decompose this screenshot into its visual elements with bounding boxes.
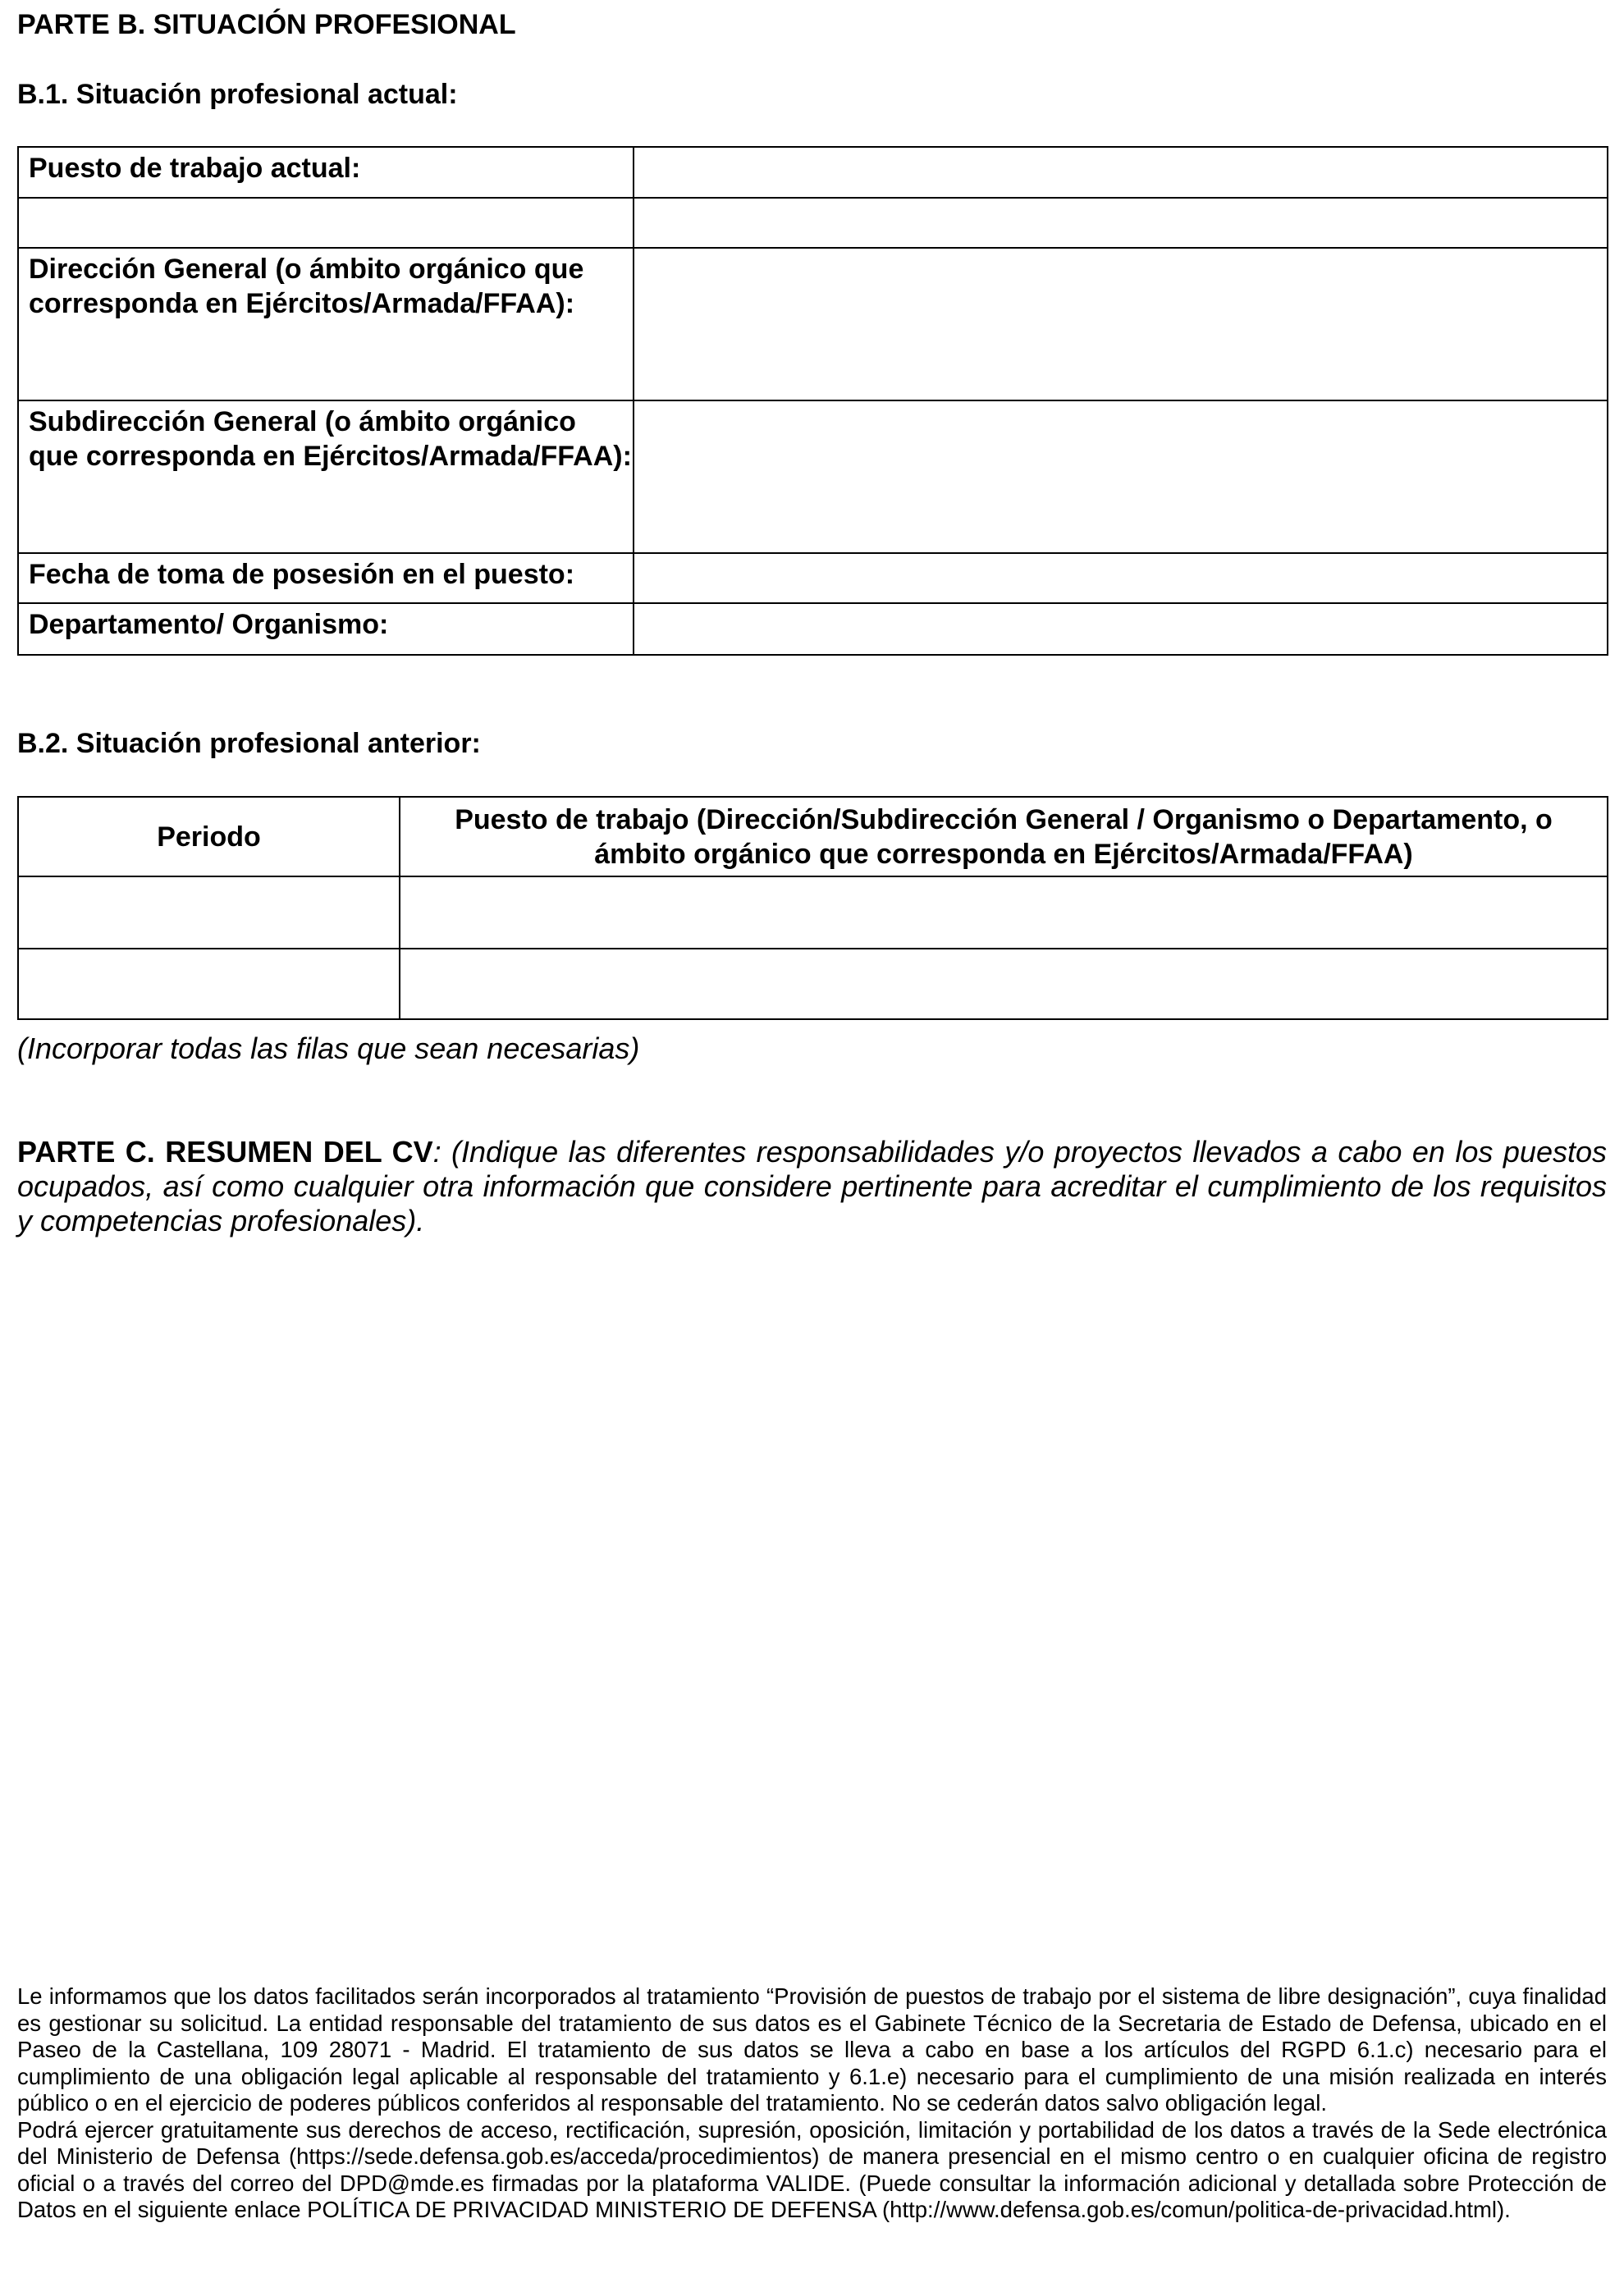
part-c-instructions: : (Indique las diferentes responsabilidades y/o proyectos llevados a cabo en los puestos ocupados, así como cualquier otra información que considere pertinente para acreditar el cumplimiento de los requisitos y competencias profesionales). xyxy=(17,1135,1607,1237)
start-date-field[interactable] xyxy=(634,553,1608,603)
add-rows-note: (Incorporar todas las filas que sean necesarias) xyxy=(17,1032,640,1065)
table-row xyxy=(18,198,1608,248)
position-field[interactable] xyxy=(400,876,1608,949)
table-row xyxy=(18,147,1608,198)
period-header: Periodo xyxy=(18,797,400,876)
sub-directorate-field[interactable] xyxy=(634,400,1608,553)
current-job-label: Puesto de trabajo actual: xyxy=(18,147,634,198)
general-directorate-field[interactable] xyxy=(634,248,1608,400)
blank-label-cell xyxy=(18,198,634,248)
table-row xyxy=(18,400,1608,553)
part-c-title: PARTE C. RESUMEN DEL CV xyxy=(17,1135,433,1169)
table-row xyxy=(18,603,1608,655)
table-row xyxy=(18,248,1608,400)
table-header-row xyxy=(18,797,1608,876)
position-field[interactable] xyxy=(400,949,1608,1019)
previous-positions-table xyxy=(17,796,1608,1020)
position-header: Puesto de trabajo (Dirección/Subdirección General / Organismo o Departamento, o ámbito orgánico que corresponda en Ejércitos/Armada/FFAA) xyxy=(400,797,1608,876)
part-c-summary xyxy=(17,1135,1607,1238)
b1-title: B.1. Situación profesional actual: xyxy=(17,79,458,110)
period-field[interactable] xyxy=(18,949,400,1019)
general-directorate-label: Dirección General (o ámbito orgánico que corresponda en Ejércitos/Armada/FFAA): xyxy=(18,248,634,400)
sub-directorate-label: Subdirección General (o ámbito orgánico que corresponda en Ejércitos/Armada/FFAA): xyxy=(18,400,634,553)
current-position-table xyxy=(17,146,1608,656)
table-row xyxy=(18,949,1608,1019)
current-job-field[interactable] xyxy=(634,147,1608,198)
department-field[interactable] xyxy=(634,603,1608,655)
start-date-label: Fecha de toma de posesión en el puesto: xyxy=(18,553,634,603)
part-b-title: PARTE B. SITUACIÓN PROFESIONAL xyxy=(17,9,516,40)
department-label: Departamento/ Organismo: xyxy=(18,603,634,655)
privacy-notice xyxy=(17,1983,1607,2224)
b2-title: B.2. Situación profesional anterior: xyxy=(17,728,481,759)
privacy-paragraph: Le informamos que los datos facilitados serán incorporados al tratamiento “Provisión de puestos de trabajo por el sistema de libre designación”, cuya finalidad es gestionar su solicitud. La entidad responsable del tratamiento de sus datos es el Gabinete Técnico de la Secretaria de Estado de Defensa, ubicado en el Paseo de la Castellana, 109 28071 - Madrid. El tratamiento de sus datos se lleva a cabo en base a los artículos del RGPD 6.1.c) necesario para el cumplimiento de una obligación legal aplicable al responsable del tratamiento y 6.1.e) necesario para el cumplimiento de una misión realizada en interés público o en el ejercicio de poderes públicos conferidos al responsable del tratamiento. No se cederán datos salvo obligación legal. xyxy=(17,1983,1607,2116)
privacy-paragraph: Podrá ejercer gratuitamente sus derechos de acceso, rectificación, supresión, oposición, limitación y portabilidad de los datos a través de la Sede electrónica del Ministerio de Defensa (https://sede.defensa.gob.es/acceda/procedimientos) de manera presencial en el mismo centro o en cualquier oficina de registro oficial o a través del correo del DPD@mde.es firmadas por la plataforma VALIDE. (Puede consultar la información adicional y detallada sobre Protección de Datos en el siguiente enlace POLÍTICA DE PRIVACIDAD MINISTERIO DE DEFENSA (http://www.defensa.gob.es/comun/politica-de-privacidad.html). xyxy=(17,2116,1607,2222)
table-row xyxy=(18,553,1608,603)
table-row xyxy=(18,876,1608,949)
period-field[interactable] xyxy=(18,876,400,949)
blank-field[interactable] xyxy=(634,198,1608,248)
